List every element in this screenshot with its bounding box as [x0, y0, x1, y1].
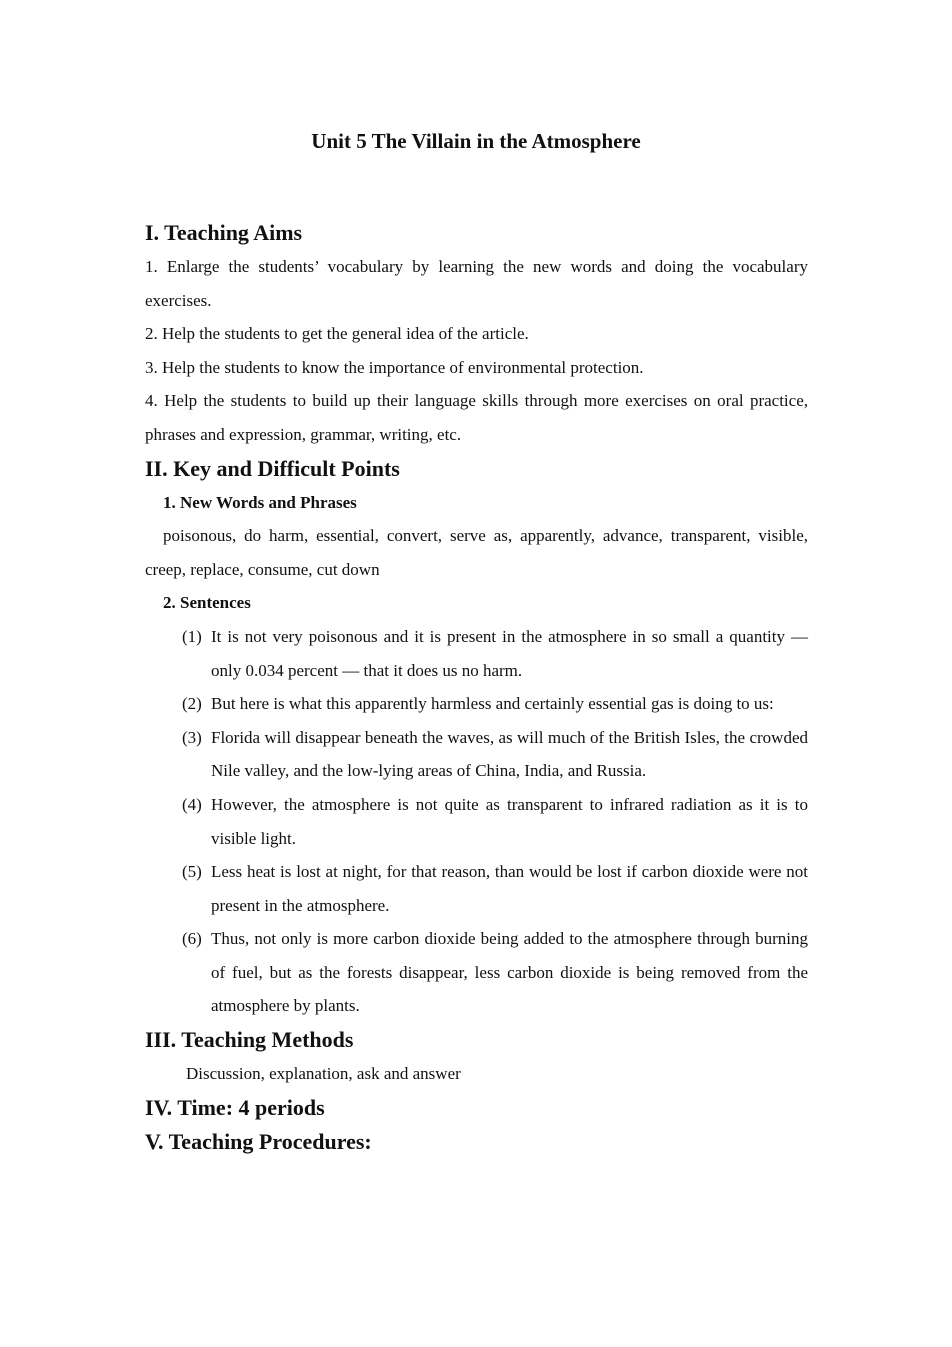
section-heading-time: IV. Time: 4 periods: [145, 1094, 325, 1120]
sentence-number: (2): [182, 694, 202, 714]
teaching-methods-text: Discussion, explanation, ask and answer: [186, 1064, 461, 1084]
document-body: [145, 216, 808, 1159]
section-heading-teaching-methods: III. Teaching Methods: [145, 1027, 354, 1053]
sentence-number: (3): [182, 727, 202, 747]
aim-item-2: 2. Help the students to get the general idea of the article.: [145, 324, 529, 344]
sentence-text: Thus, not only is more carbon dioxide being added to the atmosphere through burning of fuel, but as the forests disappear, less carbon dioxide is being removed from the atmosphere by plants.: [211, 929, 808, 1016]
sentence-item: [182, 922, 808, 1023]
aim-item-1: 1. Enlarge the students’ vocabulary by learning the new words and doing the vocabulary exercises.: [145, 257, 808, 310]
section-heading-teaching-procedures: V. Teaching Procedures:: [145, 1128, 372, 1154]
sentence-number: (5): [182, 862, 202, 882]
section-heading-key-points: II. Key and Difficult Points: [145, 455, 400, 481]
sentence-item: [182, 620, 808, 687]
sentence-number: (1): [182, 626, 202, 646]
sentence-item: [182, 721, 808, 788]
sentence-item: [182, 687, 808, 721]
sentence-item: [182, 788, 808, 855]
sentence-text: Less heat is lost at night, for that reason, than would be lost if carbon dioxide were not present in the atmosphere.: [211, 862, 808, 915]
aim-item-3: 3. Help the students to know the importance of environmental protection.: [145, 357, 644, 377]
sentence-text: It is not very poisonous and it is present in the atmosphere in so small a quantity — only 0.034 percent — that it does us no harm.: [211, 626, 808, 680]
sentence-text: But here is what this apparently harmless and certainly essential gas is doing to us:: [211, 694, 774, 714]
sentence-number: (4): [182, 794, 202, 814]
section-heading-teaching-aims: I. Teaching Aims: [145, 220, 303, 245]
subheading-sentences: 2. Sentences: [163, 593, 251, 613]
sentence-item: [182, 855, 808, 922]
new-words-list: poisonous, do harm, essential, convert, serve as, apparently, advance, transparent, visible, creep, replace, consume, cut down: [145, 526, 808, 579]
sentence-list: [145, 620, 808, 1023]
sentence-text: Florida will disappear beneath the waves, as will much of the British Isles, the crowded Nile valley, and the low-lying areas of China, India, and Russia.: [211, 727, 808, 781]
document-title: Unit 5 The Villain in the Atmosphere: [311, 129, 641, 153]
sentence-number: (6): [182, 929, 202, 949]
aim-item-4: 4. Help the students to build up their language skills through more exercises on oral practice, phrases and expression, grammar, writing, etc.: [145, 391, 808, 444]
sentence-text: However, the atmosphere is not quite as transparent to infrared radiation as it is to visible light.: [211, 794, 808, 848]
subheading-new-words: 1. New Words and Phrases: [163, 492, 357, 512]
